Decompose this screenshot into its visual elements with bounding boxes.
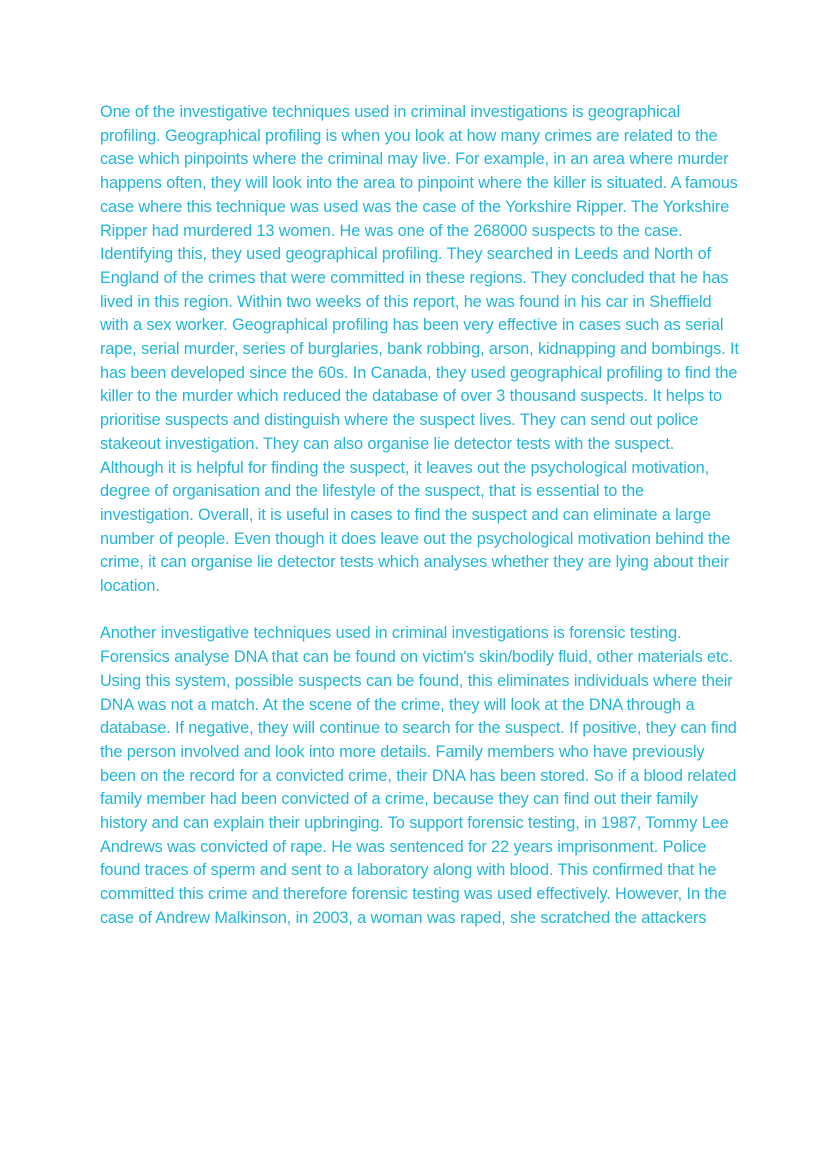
paragraph-geographical-profiling: One of the investigative techniques used in criminal investigations is geographical profiling. Geographical profiling is when you look at how many crimes are related to the case which pinpoints where the criminal may live. For example, in an area where murder happens often, they will look into the area to pinpoint where the killer is situated. A famous case where this technique was used was the case of the Yorkshire Ripper. The Yorkshire Ripper had murdered 13 women. He was one of the 268000 suspects to the case. Identifying this, they used geographical profiling. They searched in Leeds and North of England of the crimes that were committed in these regions. They concluded that he has lived in this region. Within two weeks of this report, he was found in his car in Sheffield with a sex worker. Geographical profiling has been very effective in cases such as serial rape, serial murder, series of burglaries, bank robbing, arson, kidnapping and bombings. It has been developed since the 60s. In Canada, they used geographical profiling to find the killer to the murder which reduced the database of over 3 thousand suspects. It helps to prioritise suspects and distinguish where the suspect lives. They can send out police stakeout investigation. They can also organise lie detector tests with the suspect. xyxy=(100,103,739,453)
paragraph-spacer xyxy=(100,599,740,623)
paragraph-geographical-evaluation: Although it is helpful for finding the suspect, it leaves out the psychological motivation, degree of organisation and the lifestyle of the suspect, that is essential to the investigation. Overall, it is useful in cases to find the suspect and can eliminate a large number of people. Even though it does leave out the psychological motivation behind the crime, it can organise lie detector tests which analyses whether they are lying about their location. xyxy=(100,458,731,596)
paragraph-forensic-testing: Another investigative techniques used in criminal investigations is forensic testing. Forensics analyse DNA that can be found on victim's skin/bodily fluid, other materials etc. Using this system, possible suspects can be found, this eliminates individuals where their DNA was not a match. At the scene of the crime, they will look at the DNA through a database. If negative, they will continue to search for the suspect. If positive, they can find the person involved and look into more details. Family members who have previously been on the record for a convicted crime, their DNA has been stored. So if a blood related family member had been convicted of a crime, because they can find out their family history and can explain their upbringing. To support forensic testing, in 1987, Tommy Lee Andrews was convicted of rape. He was sentenced for 22 years imprisonment. Police found traces of sperm and sent to a laboratory along with blood. This confirmed that he committed this crime and therefore forensic testing was used effectively. However, In the case of Andrew Malkinson, in 2003, a woman was raped, she scratched the attackers xyxy=(100,624,737,927)
document-body xyxy=(100,101,740,931)
